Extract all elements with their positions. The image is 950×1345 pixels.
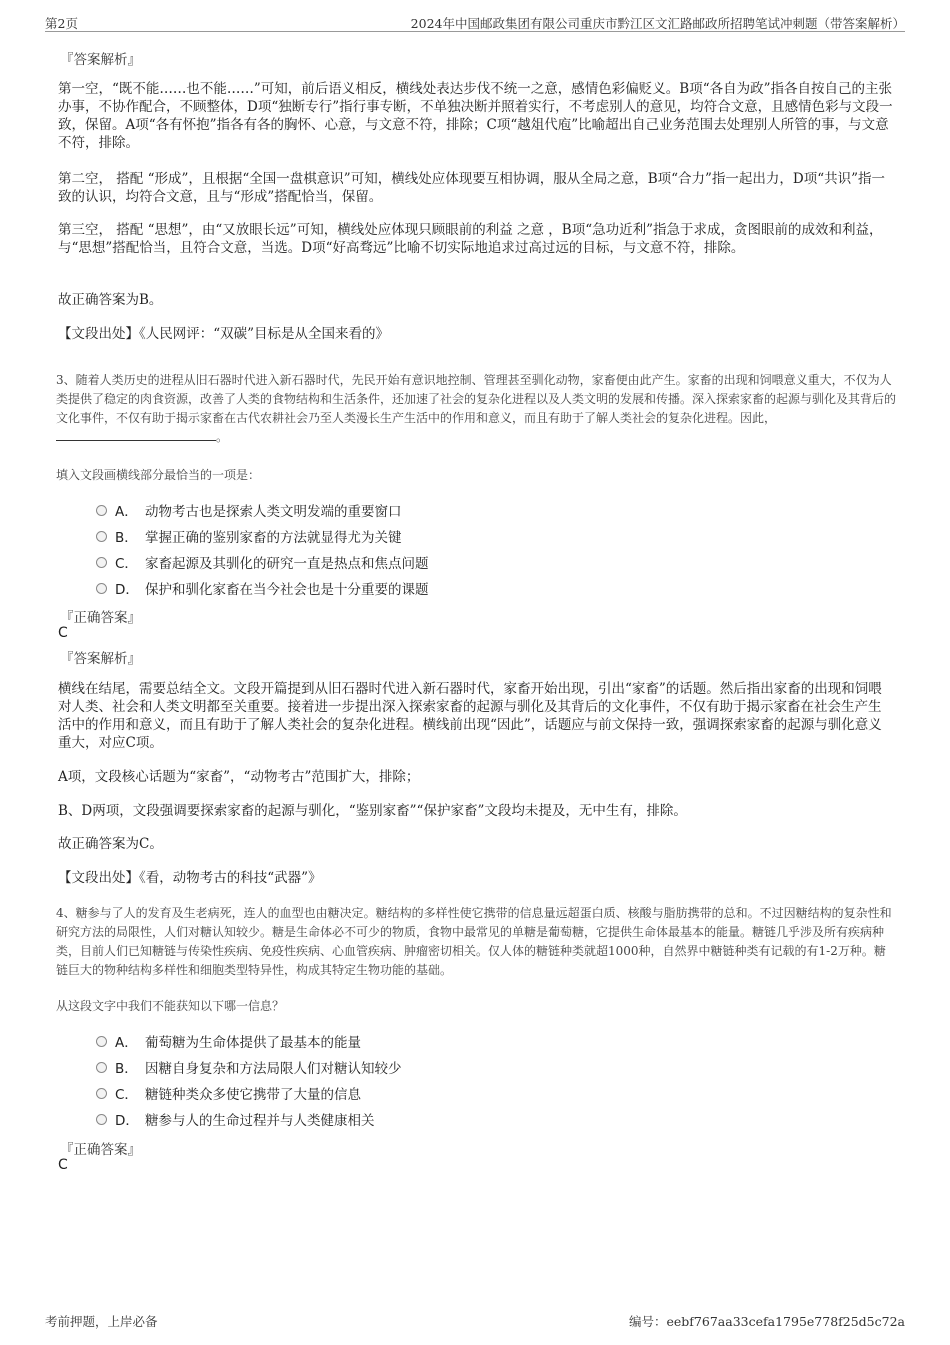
radio-icon[interactable] (96, 557, 107, 568)
page-header (45, 10, 905, 32)
q3-analysis-p2: A项，文段核心话题为“家畜”，“动物考古”范围扩大，排除； (58, 769, 420, 785)
q3-option-b[interactable]: B． 掌握正确的鉴别家畜的方法就显得尤为关键 (96, 526, 402, 546)
q4-passage: 4、糖参与了人的发育及生老病死，连人的血型也由糖决定。糖结构的多样性使它携带的信息量远超蛋白质、核酸与脂肪携带的总和。不过因糖结构的复杂性和研究方法的局限性，人们对糖认知较少。糖是生命体必不可少的物质，食物中最常见的单糖是葡萄糖，它提供生命体最基本的能量。糖链几乎涉及所有疾病种类，目前人们已知糖链与传染性疾病、免疫性疾病、心血管疾病、肿瘤密切相关。仅人体的糖链种类就超1000种，自然界中糖链种类有记载的有1-2万种。糖链巨大的物种结构多样性和细胞类型特异性，构成其特定生物功能的基础。 (56, 906, 892, 977)
q2-source: 【文段出处】《人民网评：“双碳”目标是从全国来看的》 (58, 326, 390, 342)
radio-icon[interactable] (96, 531, 107, 542)
q3-source: 【文段出处】《看，动物考古的科技“武器”》 (58, 870, 322, 886)
q3-analysis-p1: 横线在结尾，需要总结全文。文段开篇提到从旧石器时代进入新石器时代，家畜开始出现，引出“家畜”的话题。然后指出家畜的出现和饲喂对人类、社会和人类文明都至关重要。接着进一步提出深入探索家畜的起源与驯化及其背后的文化事件，不仅有助于揭示家畜在社会生产生活中的作用和意义，而且有助于了解人类社会的复杂化进程。横线前出现“因此”，话题应与前文保持一致，强调探索家畜的起源与驯化意义重大，对应C项。 (58, 681, 882, 751)
q4-option-b[interactable]: B． 因糖自身复杂和方法局限人们对糖认知较少 (96, 1057, 402, 1077)
radio-icon[interactable] (96, 1114, 107, 1125)
q4-option-a[interactable]: A． 葡萄糖为生命体提供了最基本的能量 (96, 1031, 361, 1051)
q2-analysis-p3: 第三空， 搭配 “思想”，由“又放眼长远”可知，横线处应体现只顾眼前的利益 之意 ，B项“急功近利”指急于求成，贪图眼前的成效和利益，与“思想”搭配恰当，且符合文意，当选。D项“好高骛远”比喻不切实际地追求过高过远的目标，与文意不符，排除。 (58, 222, 883, 256)
q2-conclusion: 故正确答案为B。 (58, 292, 163, 308)
q4-option-d[interactable]: D． 糖参与人的生命过程并与人类健康相关 (96, 1109, 375, 1129)
q3-passage: 3、随着人类历史的进程从旧石器时代进入新石器时代，先民开始有意识地控制、管理甚至驯化动物，家畜便由此产生。家畜的出现和饲喂意义重大，不仅为人类提供了稳定的肉食资源，改善了人类的食物结构和生活条件，还加速了社会的复杂化进程以及人类文明的发展和传播。深入探索家畜的起源与驯化及其背后的文化事件，不仅有助于揭示家畜在古代农耕社会乃至人类漫长生产生活中的作用和意义，而且有助于了解人类社会的复杂化进程。因此，。 (56, 373, 897, 444)
q3-answer: C (58, 625, 68, 641)
radio-icon[interactable] (96, 505, 107, 516)
q3-option-d[interactable]: D． 保护和驯化家畜在当今社会也是十分重要的课题 (96, 578, 429, 598)
radio-icon[interactable] (96, 583, 107, 594)
document-title: 2024年中国邮政集团有限公司重庆市黔江区文汇路邮政所招聘笔试冲刺题（带答案解析） (410, 16, 905, 31)
q3-option-a[interactable]: A． 动物考古也是探索人类文明发端的重要窗口 (96, 500, 402, 520)
radio-icon[interactable] (96, 1088, 107, 1099)
q2-analysis-label: 『答案解析』 (60, 52, 141, 68)
q2-analysis-p1: 第一空，“既不能……也不能……”可知，前后语义相反，横线处表达步伐不统一之意，感情色彩偏贬义。B项“各自为政”指各自按自己的主张办事，不协作配合，不顾整体，D项“独断专行”指行事专断，不单独决断并照着实行，不考虑别人的意见，均符合文意，且感情色彩与文段一致，保留。A项“各有怀抱”指各有各的胸怀、心意，与文意不符，排除；C项“越俎代庖”比喻超出自己业务范围去处理别人所管的事，与文意不符，排除。 (58, 81, 893, 151)
q3-answer-label: 『正确答案』 (60, 610, 141, 626)
document-id: 编号：eebf767aa33cefa1795e778f25d5c72a (629, 1314, 905, 1329)
q3-option-c[interactable]: C． 家畜起源及其驯化的研究一直是热点和焦点问题 (96, 552, 429, 572)
q3-prompt: 填入文段画横线部分最恰当的一项是： (56, 468, 261, 482)
q2-analysis-p2: 第二空， 搭配 “形成”，且根据“全国一盘棋意识”可知，横线处应体现要互相协调，服从全局之意，B项“合力”指一起出力，D项“共识”指一致的认识，均符合文意，且与“形成”搭配恰当，保留。 (58, 171, 886, 205)
page-number: 第2页 (45, 16, 78, 31)
q4-option-c[interactable]: C． 糖链种类众多使它携带了大量的信息 (96, 1083, 361, 1103)
footer-slogan: 考前押题，上岸必备 (45, 1314, 158, 1329)
q4-answer: C (58, 1157, 68, 1173)
radio-icon[interactable] (96, 1062, 107, 1073)
answer-blank (56, 429, 216, 441)
q4-answer-label: 『正确答案』 (60, 1142, 141, 1158)
q4-prompt: 从这段文字中我们不能获知以下哪一信息？ (56, 999, 285, 1013)
q3-analysis-p3: B、D两项，文段强调要探索家畜的起源与驯化，“鉴别家畜”“保护家畜”文段均未提及，无中生有，排除。 (58, 803, 687, 819)
q3-conclusion: 故正确答案为C。 (58, 836, 163, 852)
q3-analysis-label: 『答案解析』 (60, 651, 141, 667)
radio-icon[interactable] (96, 1036, 107, 1047)
